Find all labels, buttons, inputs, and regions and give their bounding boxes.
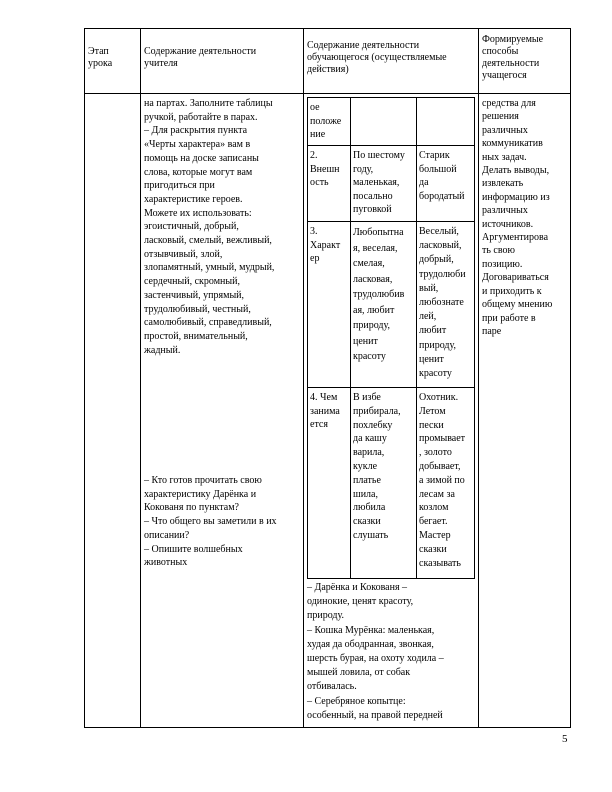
table-bottom-border: [84, 727, 571, 728]
inner-col-left: [307, 97, 308, 579]
table-left-border: [84, 28, 85, 728]
col-divider-1: [140, 28, 141, 728]
table-right-border: [570, 28, 571, 728]
inner-table-top: [307, 97, 475, 98]
inner-table-bottom: [307, 578, 475, 579]
student-text-bottom: – Дарёнка и Кокованя – одинокие, ценят красоту, природу. – Кошка Мурёнка: маленькая, худая да ободранная, звонкая, шерсть бурая, на охоту ходила – мышей ловила, от собак отбивалась. – Серебряное копытце: особенный, на правой передней: [307, 582, 444, 721]
inner-row4-daryonka: В избе прибирала, похлебку да кашу варила, кукле платье шила, любила сказки слушать: [353, 392, 401, 541]
inner-row3-kokovanya: Веселый, ласковый, добрый, трудолюби вый, любознате лей, любит природу, ценит красоту: [419, 226, 466, 380]
header-student-activity: Содержание деятельности обучающегося (осуществляемые действия): [307, 40, 447, 75]
teacher-text-bottom: – Кто готов прочитать свою характеристику Дарёнка и Кокованя по пунктам? – Что общего вы заметили в их описании? – Опишите волшебных животных: [144, 475, 277, 569]
col-divider-3: [478, 28, 479, 728]
skills-text: средства для решения различных коммуникатив ных задач. Делать выводы, извлекать информацию из различных источников. Аргументирова ть свою позицию. Договариваться и приходить к общему мнению при работе в паре: [482, 98, 553, 337]
inner-row2-kokovanya: Старик большой да бородатый: [419, 150, 465, 202]
inner-col-divider-1: [350, 97, 351, 579]
inner-col-right: [474, 97, 475, 579]
inner-row-divider-3: [307, 387, 475, 388]
header-teacher-activity: Содержание деятельности учителя: [144, 46, 257, 69]
inner-row3-daryonka: Любопытна я, веселая, смелая, ласковая, трудолюбив ая, любит природу, ценит красоту: [353, 227, 405, 362]
col-divider-2: [303, 28, 304, 728]
inner-row-divider-2: [307, 221, 475, 222]
teacher-text-top: на партах. Заполните таблицы ручкой, работайте в парах. – Для раскрытия пункта «Черты характера» вам в помощь на доске записаны слова, которые могут вам пригодиться при характеристике героев. Можете их использовать: эгоистичный, добрый, ласковый, смелый, вежливый, отзывчивый, злой, злопамятный, умный, мудрый, сердечный, скромный, застенчивый, упрямый, трудолюбивый, честный, самолюбивый, справедливый, простой, внимательный, жадный.: [144, 98, 275, 356]
inner-row1-label: ое положе ние: [310, 102, 342, 140]
inner-row-divider-1: [307, 145, 475, 146]
table-top-border: [84, 28, 571, 29]
page-number: 5: [562, 733, 568, 745]
inner-row3-label: 3. Характ ер: [310, 226, 341, 264]
header-skills: Формируемые способы деятельности учащегося: [482, 34, 544, 81]
header-stage: Этап урока: [88, 46, 113, 69]
inner-row2-label: 2. Внешн ость: [310, 150, 340, 188]
inner-row4-kokovanya: Охотник. Летом пески промывает , золото добывает, а зимой по лесам за козлом бегает. Мастер сказки сказывать: [419, 392, 466, 569]
header-bottom-border: [84, 93, 571, 94]
inner-row4-label: 4. Чем занима ется: [310, 392, 340, 430]
inner-row2-daryonka: По шестому году, маленькая, посально пуговкой: [353, 150, 405, 215]
inner-col-divider-2: [416, 97, 417, 579]
